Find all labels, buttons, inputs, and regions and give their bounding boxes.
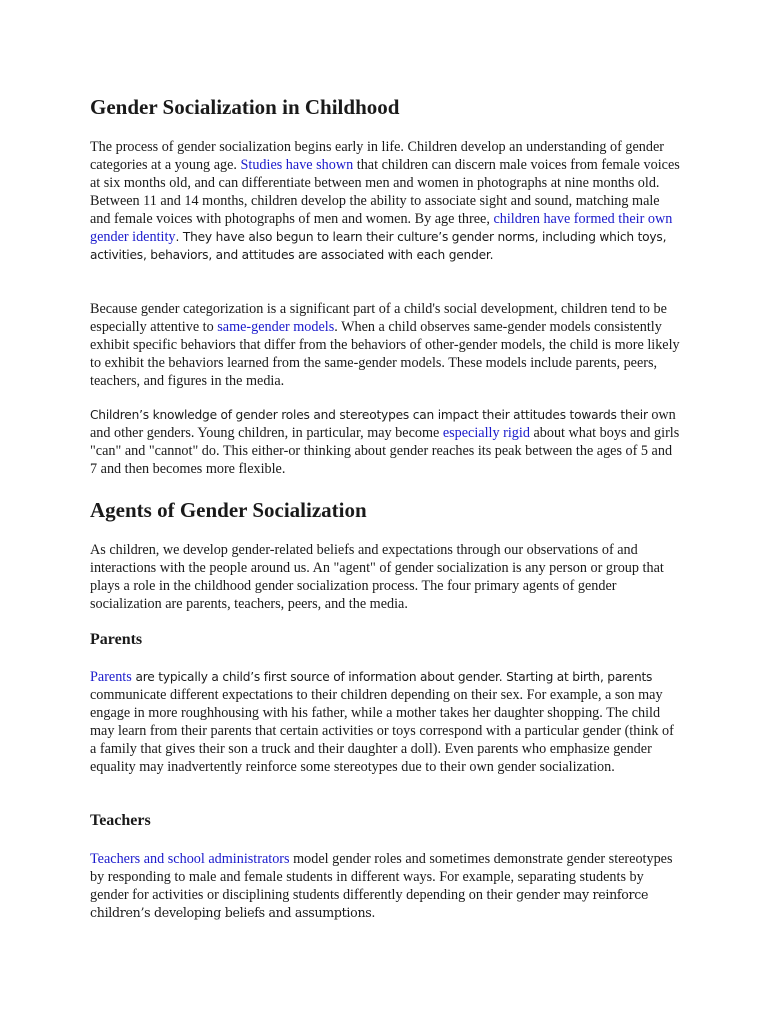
paragraph-childhood-2 xyxy=(90,300,680,390)
text: . xyxy=(371,905,376,920)
studies-have-shown-link[interactable]: Studies have shown xyxy=(240,157,354,173)
paragraph-childhood-3 xyxy=(90,406,680,478)
teachers-link[interactable]: Teachers and school administrators xyxy=(90,851,290,867)
text: Children’s knowledge of gender roles and stereotypes can impact their attitudes towards their xyxy=(90,408,648,422)
text: They have also begun to learn their culture’s gender norms, including which toys, activities, behaviors, and attitudes are associated with each gender. xyxy=(90,230,667,262)
text: . When a child observes same-gender models consistently exhibit specific behaviors that differ from the behaviors of other-gender models, the child is more likely to exhibit the behaviors learned from the same-gender models. These models include parents, peers, teachers, and figures in the media. xyxy=(90,319,680,389)
section-title-childhood: Gender Socialization in Childhood xyxy=(90,95,400,119)
paragraph-parents xyxy=(90,668,680,776)
text: . xyxy=(175,230,183,244)
subheading-teachers: Teachers xyxy=(90,812,151,829)
gender-identity-link[interactable]: children have formed their own gender identity xyxy=(90,211,673,245)
text: model gender roles and sometimes demonstrate gender stereotypes by responding to male and female students in different ways. For example, separating students by gender for activities or disciplining students differently depending on their xyxy=(90,851,673,903)
paragraph-agents-intro: As children, we develop gender-related beliefs and expectations through our observations of and interactions with the people around us. An "agent" of gender socialization is any person or group that plays a role in the childhood gender socialization process. The four primary agents of gender socialization are parents, teachers, peers, and the media. xyxy=(90,542,664,612)
text: own and other genders. Young children, in particular, may become xyxy=(90,407,676,441)
paragraph-teachers xyxy=(90,850,680,922)
text: are typically a child’s first source of information about gender xyxy=(131,670,499,684)
text: that children can discern male voices from female voices at six months old, and can differentiate between men and women in photographs at nine months old. Between 11 and 14 months, children develop the ability to associate sight and sound, matching male and female voices with photographs of men and women. By age three, xyxy=(90,157,680,227)
text: about what boys and girls "can" and "cannot" do. This either-or thinking about gender reaches its peak between the ages of 5 and 7 and then becomes more flexible. xyxy=(90,425,680,477)
text: Because gender categorization is a significant part of a child's social development, children tend to be especially attentive to xyxy=(90,301,667,335)
text: communicate different expectations to their children depending on their sex. For example, a son may engage in more roughhousing with his father, while a mother takes her daughter shopping. The child may learn from their parents that certain activities or toys correspond with a particular gender (think of a family that gives their son a truck and their daughter a doll). Even parents who emphasize gender equality may inadvertently reinforce some stereotypes due to their own gender socialization. xyxy=(90,687,674,775)
subheading-parents: Parents xyxy=(90,631,143,648)
same-gender-models-link[interactable]: same-gender models xyxy=(217,319,335,335)
especially-rigid-link[interactable]: especially rigid xyxy=(442,425,530,441)
section-title-agents: Agents of Gender Socialization xyxy=(90,498,367,522)
paragraph-childhood-1 xyxy=(90,138,680,264)
text: The process of gender socialization begins early in life. Children develop an understanding of gender categories at a young age. xyxy=(90,139,665,173)
text: . Starting at birth, parents xyxy=(498,670,653,684)
text: gender may reinforce children’s developing beliefs and assumptions xyxy=(90,887,649,920)
parents-link[interactable]: Parents xyxy=(90,669,132,685)
